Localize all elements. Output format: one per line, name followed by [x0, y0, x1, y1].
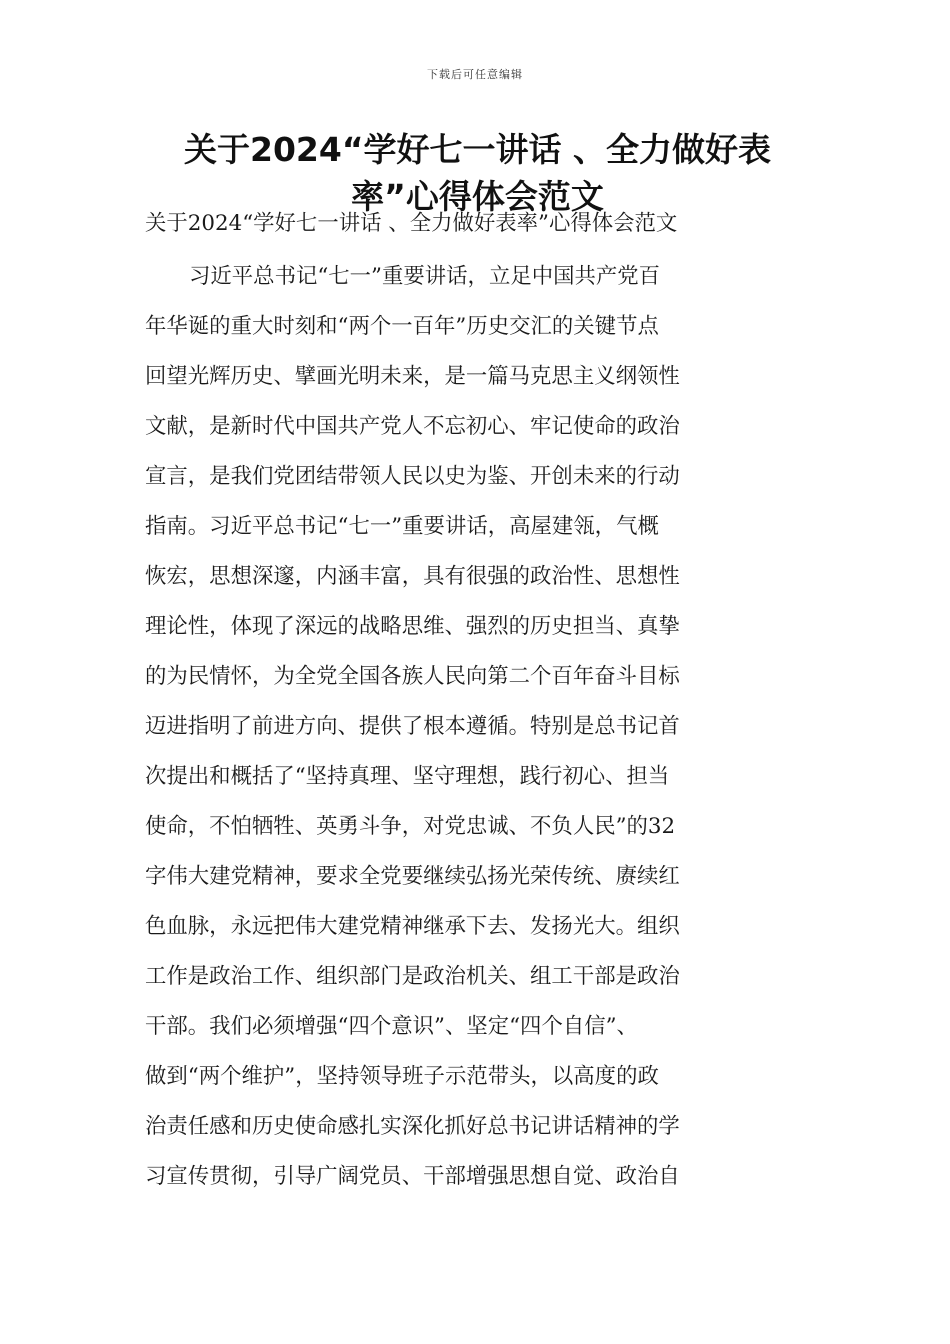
body-line: 年华诞的重大时刻和“两个一百年”历史交汇的关键节点 — [145, 314, 659, 339]
body-line: 理论性，体现了深远的战略思维、强烈的历史担当、真挚 — [145, 614, 680, 639]
body-text — [145, 252, 825, 1202]
body-line: 使命，不怕牺牲、英勇斗争，对党忠诚、不负人民”的32 — [145, 814, 676, 839]
header-note: 下载后可任意编辑 — [427, 68, 523, 81]
body-line: 的为民情怀，为全党全国各族人民向第二个百年奋斗目标 — [145, 664, 680, 689]
document-title: 关于2024“学好七一讲话 、全力做好表率”心得体会范文 — [183, 130, 772, 216]
body-line: 习近平总书记“七一”重要讲话，立足中国共产党百 — [189, 264, 661, 289]
body-line: 次提出和概括了“坚持真理、坚守理想，践行初心、担当 — [145, 764, 670, 789]
body-line: 文献，是新时代中国共产党人不忘初心、牢记使命的政治 — [145, 414, 680, 439]
body-line: 色血脉，永远把伟大建党精神继承下去、发扬光大。组织 — [145, 914, 680, 939]
body-line: 习宣传贯彻，引导广阔党员、干部增强思想自觉、政治自 — [145, 1164, 680, 1189]
body-line: 指南。习近平总书记“七一”重要讲话，高屋建瓴，气概 — [145, 514, 659, 539]
body-line: 治责任感和历史使命感扎实深化抓好总书记讲话精神的学 — [145, 1114, 680, 1139]
body-line: 字伟大建党精神，要求全党要继续弘扬光荣传统、赓续红 — [145, 864, 680, 889]
body-line: 回望光辉历史、擘画光明未来，是一篇马克思主义纲领性 — [145, 364, 680, 389]
body-line: 迈进指明了前进方向、提供了根本遵循。特别是总书记首 — [145, 714, 680, 739]
body-line: 工作是政治工作、组织部门是政治机关、组工干部是政治 — [145, 964, 680, 989]
body-line: 干部。我们必须增强“四个意识”、坚定“四个自信”、 — [145, 1014, 638, 1039]
body-line: 做到“两个维护”，坚持领导班子示范带头，以高度的政 — [145, 1064, 659, 1089]
body-line: 恢宏，思想深邃，内涵丰富，具有很强的政治性、思想性 — [145, 564, 680, 589]
document-subtitle: 关于2024“学好七一讲话 、全力做好表率”心得体会范文 — [145, 211, 678, 236]
body-line: 宣言，是我们党团结带领人民以史为鉴、开创未来的行动 — [145, 464, 680, 489]
